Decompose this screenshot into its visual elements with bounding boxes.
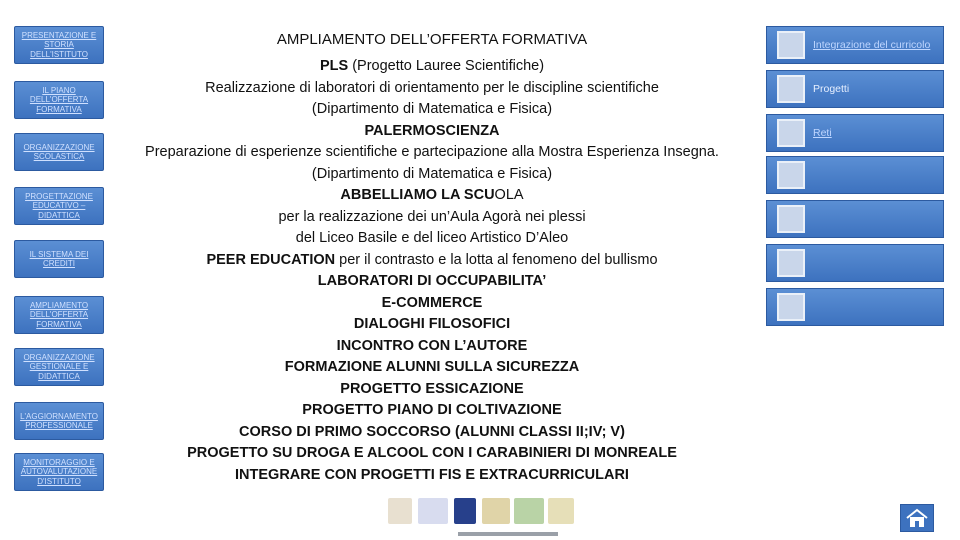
content-heading: PALERMOSCIENZA xyxy=(364,122,500,139)
content-line: Realizzazione di laboratori di orientamento per le discipline scientifiche xyxy=(205,79,659,96)
content-line: per la realizzazione dei un’Aula Agorà nei plessi xyxy=(278,208,586,225)
emblem-logo xyxy=(388,498,412,524)
ministry-logo xyxy=(418,498,448,524)
content-heading: CORSO DI PRIMO SOCCORSO (ALUNNI CLASSI II;IV; V) xyxy=(239,423,625,440)
right-button-label: Progetti xyxy=(813,83,850,95)
footer-logos xyxy=(388,498,578,538)
right-button-reti[interactable] xyxy=(766,114,944,152)
right-button-empty[interactable] xyxy=(766,244,944,282)
content-line xyxy=(112,56,752,78)
right-button-label[interactable]: Reti xyxy=(813,127,832,139)
content-heading: PROGETTO ESSICAZIONE xyxy=(340,380,524,397)
right-button-integrazione[interactable] xyxy=(766,26,944,64)
button-square-icon xyxy=(777,249,805,277)
content-heading: FORMAZIONE ALUNNI SULLA SICUREZZA xyxy=(284,359,580,375)
footer-text-strip xyxy=(458,532,558,536)
button-square-icon xyxy=(777,75,805,103)
content-heading: INTEGRARE CON PROGETTI FIS E EXTRACURRICULARI xyxy=(235,466,629,483)
content-heading: LABORATORI DI OCCUPABILITA’ xyxy=(317,273,547,289)
content-line: (Dipartimento di Matematica e Fisica) xyxy=(311,101,553,117)
content-heading xyxy=(112,185,752,207)
right-button-empty[interactable] xyxy=(766,200,944,238)
button-square-icon xyxy=(777,161,805,189)
home-button[interactable] xyxy=(900,504,934,532)
content-heading: E-COMMERCE xyxy=(381,294,483,311)
button-square-icon xyxy=(777,119,805,147)
nav-monitoraggio-autovalutazione[interactable]: MONITORAGGIO E AUTOVALUTAZIONE D'ISTITUTO xyxy=(14,453,104,491)
pls-bold: PLS xyxy=(319,58,349,74)
seal-logo xyxy=(548,498,574,524)
eu-flag-logo xyxy=(454,498,476,524)
pls-rest: (Progetto Lauree Scientifiche) xyxy=(348,58,545,74)
right-button-empty[interactable] xyxy=(766,288,944,326)
right-button-label[interactable]: Integrazione del curricolo xyxy=(813,39,931,51)
project-logo xyxy=(514,498,544,524)
nav-ampliamento-offerta[interactable]: AMPLIAMENTO DELL'OFFERTA FORMATIVA xyxy=(14,296,104,334)
peer-education-bold: PEER EDUCATION xyxy=(206,251,336,268)
page-title: AMPLIAMENTO DELL’OFFERTA FORMATIVA xyxy=(276,31,588,48)
content-line: Preparazione di esperienze scientifiche e partecipazione alla Mostra Esperienza Insegna. xyxy=(145,144,719,160)
school-logo xyxy=(482,498,510,524)
button-square-icon xyxy=(777,293,805,321)
content-heading: INCONTRO CON L’AUTORE xyxy=(336,337,528,354)
button-square-icon xyxy=(777,31,805,59)
nav-organizzazione-scolastica[interactable]: ORGANIZZAZIONE SCOLASTICA xyxy=(14,133,104,171)
nav-aggiornamento-professionale[interactable]: L'AGGIORNAMENTO PROFESSIONALE xyxy=(14,402,104,440)
nav-sistema-crediti[interactable]: IL SISTEMA DEI CREDITI xyxy=(14,240,104,278)
content-heading: PROGETTO SU DROGA E ALCOOL CON I CARABINIERI DI MONREALE xyxy=(187,445,677,461)
content-line: (Dipartimento di Matematica e Fisica) xyxy=(311,165,553,182)
nav-presentazione-storia[interactable]: PRESENTAZIONE E STORIA DELL'ISTITUTO xyxy=(14,26,104,64)
peer-education-rest: per il contrasto e la lotta al fenomeno del bullismo xyxy=(335,251,658,268)
main-content xyxy=(112,30,752,486)
content-heading: PROGETTO PIANO DI COLTIVAZIONE xyxy=(302,402,562,418)
right-button-empty[interactable] xyxy=(766,156,944,194)
content-line xyxy=(112,250,752,272)
abbelliamo-rest: OLA xyxy=(494,187,524,203)
nav-organizzazione-gestionale[interactable]: ORGANIZZAZIONE GESTIONALE E DIDATTICA xyxy=(14,348,104,386)
content-heading: DIALOGHI FILOSOFICI xyxy=(353,316,511,332)
content-line: del Liceo Basile e del liceo Artistico D’Aleo xyxy=(295,230,569,246)
right-button-progetti[interactable] xyxy=(766,70,944,108)
nav-piano-offerta[interactable]: IL PIANO DELL'OFFERTA FORMATIVA xyxy=(14,81,104,119)
nav-progettazione-educativo[interactable]: PROGETTAZIONE EDUCATIVO – DIDATTICA xyxy=(14,187,104,225)
home-icon xyxy=(905,508,929,528)
abbelliamo-bold: ABBELLIAMO LA SCU xyxy=(340,187,495,203)
button-square-icon xyxy=(777,205,805,233)
